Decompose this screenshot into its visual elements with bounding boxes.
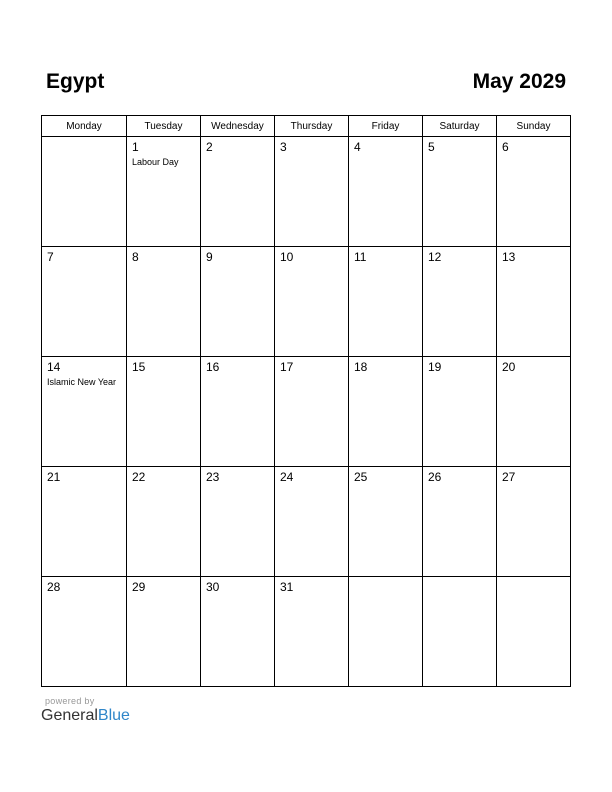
day-number: 17 — [280, 360, 294, 374]
day-number: 11 — [354, 250, 367, 264]
day-number: 14 — [47, 360, 61, 374]
week-row — [42, 357, 571, 467]
day-cell — [497, 467, 571, 577]
day-cell — [201, 247, 275, 357]
day-number: 29 — [132, 580, 146, 594]
day-cell — [127, 137, 201, 247]
day-number: 25 — [354, 470, 368, 484]
day-cell — [201, 357, 275, 467]
day-cell — [423, 247, 497, 357]
day-cell — [349, 357, 423, 467]
day-number: 7 — [47, 250, 54, 264]
weekday-saturday: Saturday — [423, 116, 497, 137]
day-cell — [349, 467, 423, 577]
footer — [41, 696, 130, 725]
day-number: 4 — [354, 140, 361, 154]
brand-general: General — [41, 707, 98, 724]
day-number: 9 — [206, 250, 213, 264]
day-cell — [497, 247, 571, 357]
generalblue-logo — [41, 707, 130, 725]
day-number: 2 — [206, 140, 213, 154]
week-row — [42, 247, 571, 357]
week-row — [42, 577, 571, 687]
day-cell — [275, 577, 349, 687]
powered-by-text: powered by — [45, 696, 95, 706]
day-number: 1 — [132, 140, 139, 154]
week-row — [42, 137, 571, 247]
calendar-header — [41, 70, 571, 100]
day-cell — [42, 577, 127, 687]
weekday-monday: Monday — [42, 116, 127, 137]
weekday-thursday: Thursday — [275, 116, 349, 137]
day-cell — [127, 247, 201, 357]
day-cell — [201, 467, 275, 577]
month-year-title: May 2029 — [472, 70, 566, 93]
brand-blue: Blue — [97, 707, 130, 724]
day-cell — [42, 247, 127, 357]
day-number: 21 — [47, 470, 61, 484]
day-number: 15 — [132, 360, 146, 374]
day-number: 10 — [280, 250, 294, 264]
day-cell — [127, 577, 201, 687]
day-cell — [423, 467, 497, 577]
day-number: 30 — [206, 580, 220, 594]
empty-day-cell — [423, 577, 497, 687]
day-number: 13 — [502, 250, 516, 264]
calendar-body — [42, 137, 571, 687]
weekday-header-row — [42, 116, 571, 137]
day-number: 26 — [428, 470, 442, 484]
day-number: 8 — [132, 250, 139, 264]
day-cell — [423, 357, 497, 467]
day-cell — [201, 577, 275, 687]
weekday-wednesday: Wednesday — [201, 116, 275, 137]
empty-day-cell — [349, 577, 423, 687]
day-cell — [497, 137, 571, 247]
day-number: 27 — [502, 470, 516, 484]
empty-day-cell — [42, 137, 127, 247]
day-cell — [127, 357, 201, 467]
day-number: 31 — [280, 580, 294, 594]
day-number: 20 — [502, 360, 516, 374]
holiday-label: Islamic New Year — [47, 377, 117, 387]
day-cell — [275, 137, 349, 247]
day-number: 23 — [206, 470, 220, 484]
week-row — [42, 467, 571, 577]
day-number: 28 — [47, 580, 61, 594]
day-cell — [42, 357, 127, 467]
day-number: 16 — [206, 360, 220, 374]
day-cell — [349, 137, 423, 247]
weekday-tuesday: Tuesday — [127, 116, 201, 137]
empty-day-cell — [497, 577, 571, 687]
day-number: 12 — [428, 250, 442, 264]
day-cell — [275, 247, 349, 357]
day-cell — [127, 467, 201, 577]
day-cell — [423, 137, 497, 247]
weekday-friday: Friday — [349, 116, 423, 137]
calendar-grid — [41, 115, 571, 687]
holiday-label: Labour Day — [132, 157, 179, 167]
day-cell — [497, 357, 571, 467]
day-number: 22 — [132, 470, 146, 484]
weekday-sunday: Sunday — [497, 116, 571, 137]
day-number: 24 — [280, 470, 294, 484]
day-cell — [275, 467, 349, 577]
day-cell — [349, 247, 423, 357]
day-cell — [201, 137, 275, 247]
day-cell — [275, 357, 349, 467]
country-title: Egypt — [46, 70, 105, 93]
day-number: 18 — [354, 360, 368, 374]
day-number: 5 — [428, 140, 435, 154]
day-number: 3 — [280, 140, 287, 154]
day-cell — [42, 467, 127, 577]
day-number: 19 — [428, 360, 442, 374]
day-number: 6 — [502, 140, 509, 154]
